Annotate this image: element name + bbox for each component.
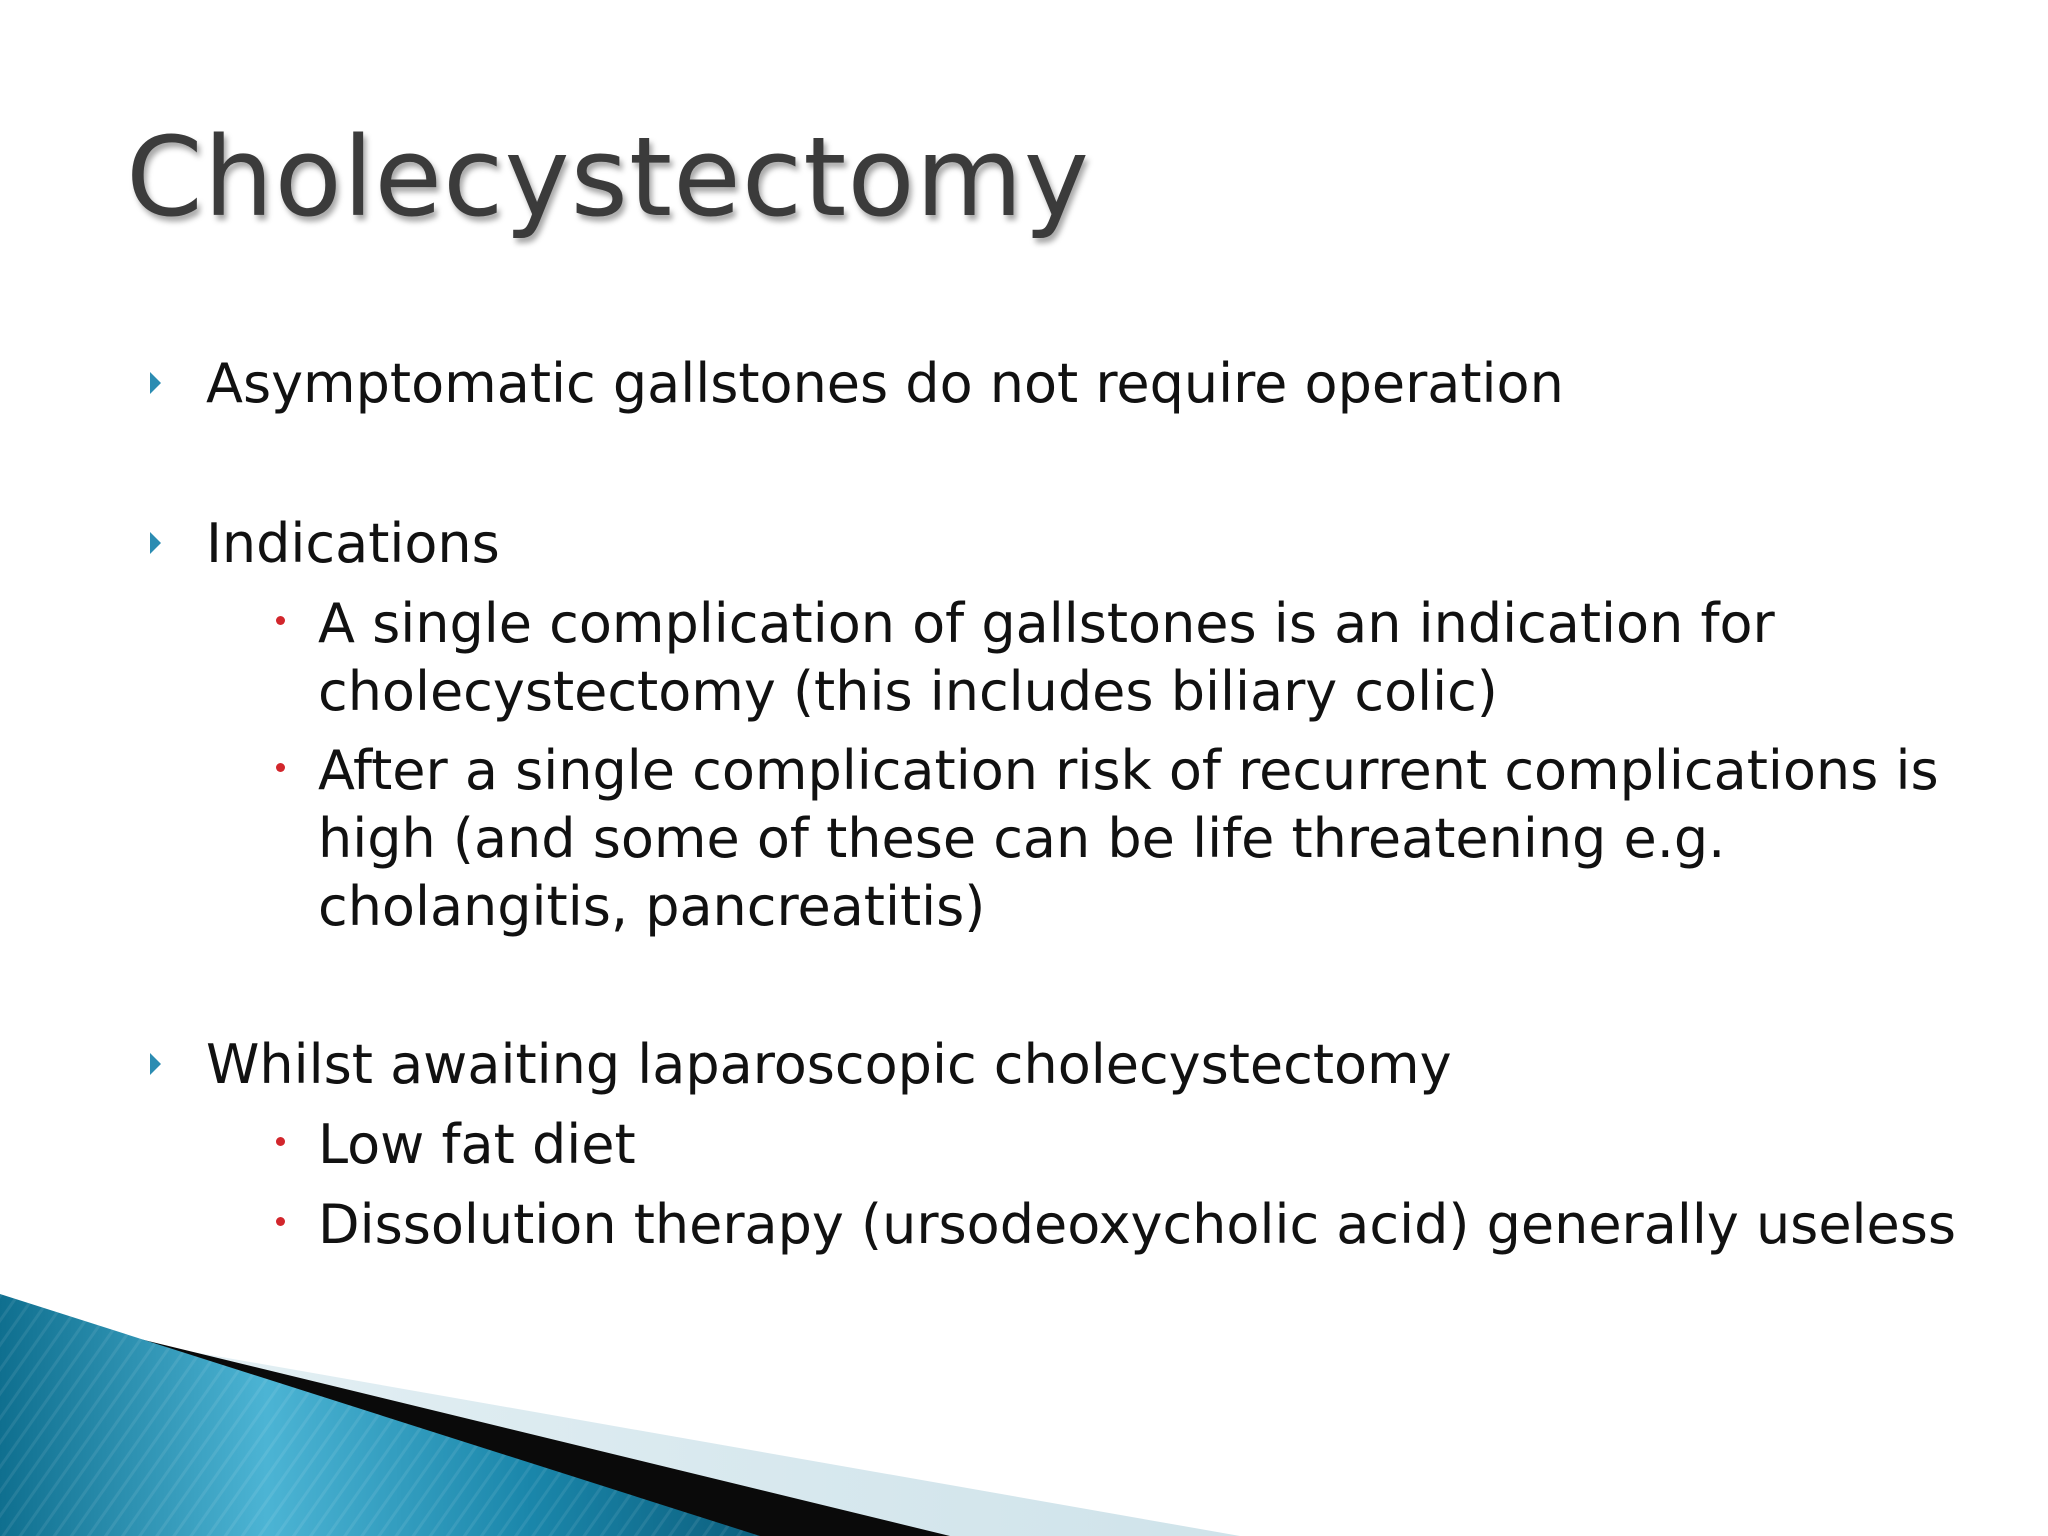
sub-bullet-text: A single complication of gallstones is an indication for cholecystectomy (this includes biliary colic) [318,592,1775,723]
sub-bullet-text: After a single complication risk of recurrent complications is high (and some of these can be life threatening e.g. cholangitis, pancreatitis) [318,739,1939,938]
bullet-text: Whilst awaiting laparoscopic cholecystectomy [206,1033,1452,1096]
bullet-text: Asymptomatic gallstones do not require operation [206,352,1564,415]
sub-bullet-text: Dissolution therapy (ursodeoxycholic acid) generally useless [318,1193,1957,1256]
slide-title: Cholecystectomy [126,113,1090,241]
bullet-text: Indications [206,512,500,575]
sub-bullet-text: Low fat diet [318,1113,636,1176]
